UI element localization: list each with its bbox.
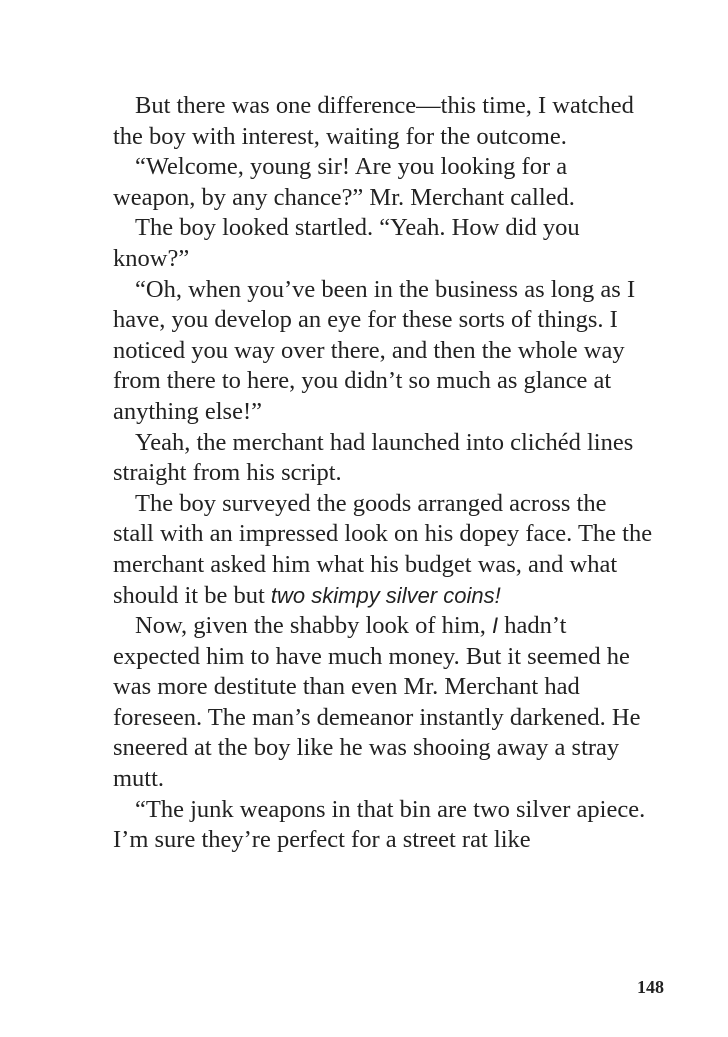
paragraph-text: Now, given the shabby look of him, — [135, 612, 493, 640]
paragraph — [113, 489, 653, 611]
page-number: 148 — [637, 977, 664, 997]
italic-emphasis: two skimpy silver coins! — [270, 582, 501, 608]
paragraph-text: The boy surveyed the goods arranged across the stall with an impressed look on his dopey face. The the merchant asked him what his budget was, and what should it be but — [113, 489, 653, 609]
paragraph: Yeah, the merchant had launched into clichéd lines straight from his script. — [113, 428, 634, 487]
paragraph: “Oh, when you’ve been in the business as long as I have, you develop an eye for these sorts of things. I noticed you way over there, and then the whole way from there to here, you didn’t so much as glance at anything else!” — [113, 275, 636, 425]
paragraph: “Welcome, young sir! Are you looking for a weapon, by any chance?” Mr. Merchant called. — [113, 153, 575, 211]
paragraph — [113, 611, 653, 795]
paragraph: But there was one difference—this time, I watched the boy with interest, waiting for the outcome. — [113, 92, 634, 150]
italic-emphasis: I — [492, 613, 499, 639]
body-text — [113, 91, 653, 856]
paragraph: The boy looked startled. “Yeah. How did you know?” — [113, 214, 580, 272]
paragraph: “The junk weapons in that bin are two silver apiece. I’m sure they’re perfect for a street rat like — [113, 795, 646, 854]
paragraph-text: hadn’t expected him to have much money. But it seemed he was more destitute than even Mr. Merchant had foreseen. The man’s demeanor instantly darkened. He sneered at the boy like he was shooing away a stray mutt. — [113, 612, 641, 793]
